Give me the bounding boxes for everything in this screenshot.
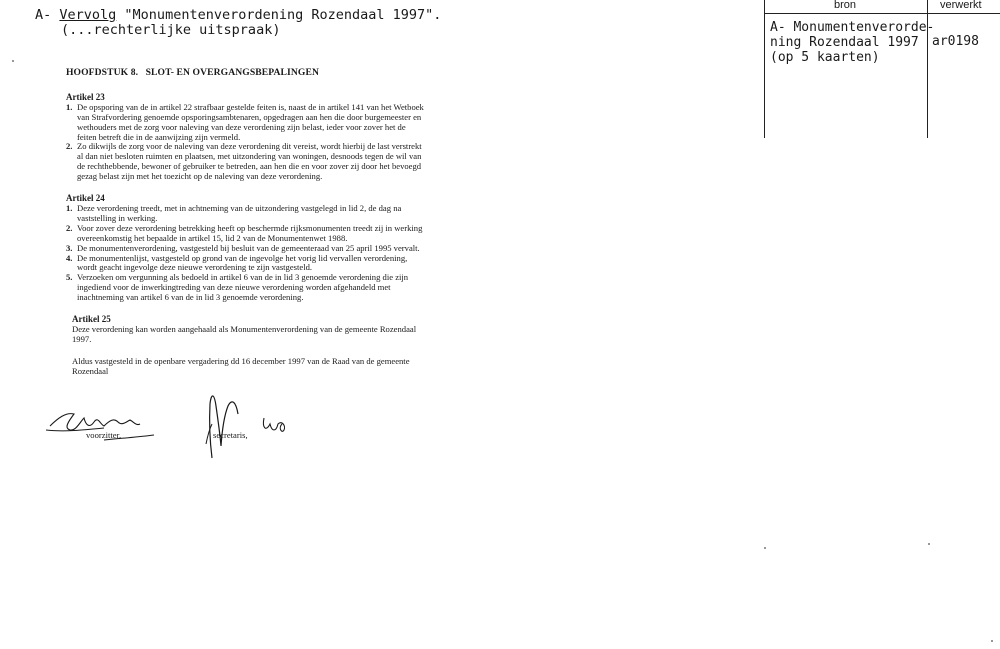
scan-speck <box>928 543 930 545</box>
article-title: Artikel 23 <box>66 91 105 102</box>
paragraph-text: De monumentenverordening, vastgesteld bij besluit van de gemeenteraad van 25 april 1995 vervalt. <box>77 242 420 253</box>
secretary-label: secretaris, <box>213 430 248 440</box>
article-paragraph <box>66 103 426 143</box>
paragraph-number: 4. <box>66 252 73 263</box>
paragraph-text: Zo dikwijls de zorg voor de naleving van deze verordening dit vereist, wordt hierbij de last verstrekt al dan niet besloten ruimten en plaatsen, met uitzondering van woningen, desnoods tegen de wil van de rechthebbende, bewoner of gebruiker te betreden, aan hen die en voor zover zij door het bevoegd gezag belast zijn met het toezicht op de naleving van deze verordening. <box>77 141 422 182</box>
header-subtitle: (...rechterlijke uitspraak) <box>61 22 281 38</box>
header-title-line <box>35 8 441 23</box>
paragraph-number: 2. <box>66 222 73 233</box>
article-paragraph <box>66 204 426 224</box>
paragraph-text: Verzoeken om vergunning als bedoeld in artikel 6 van de in lid 3 genoemde verordening die zijn ingediend voor de inwerkingtreding van deze nieuwe verordening worden afgehandeld met inachtneming van artikel 6 van de in lid 3 genoemde verordening. <box>77 272 409 303</box>
card-header-rule <box>764 13 1000 14</box>
article-paragraph <box>66 142 426 182</box>
paragraph-text: Voor zover deze verordening betrekking heeft op beschermde rijksmonumenten treedt zij in werking overeenkomstig het bepaalde in artikel 15, lid 2 van de Monumentenwet 1988. <box>77 222 423 243</box>
card-source-text <box>770 20 934 65</box>
chapter-heading: HOOFDSTUK 8. SLOT- EN OVERGANGSBEPALINGEN <box>66 67 319 78</box>
article-title: Artikel 25 <box>72 314 111 325</box>
header-prefix: A- <box>35 7 60 23</box>
article-paragraph <box>66 273 426 303</box>
paragraph-number: 2. <box>66 141 73 152</box>
paragraph-number: 5. <box>66 272 73 283</box>
paragraph-number: 1. <box>66 202 73 213</box>
paragraph-number: 1. <box>66 101 73 112</box>
article-23 <box>66 93 426 182</box>
card-header-processed: verwerkt <box>940 0 982 11</box>
typed-header <box>35 8 441 38</box>
header-title: "Monumentenverordening Rozendaal 1997". <box>116 7 442 23</box>
article-paragraph <box>66 224 426 244</box>
paragraph-number: 3. <box>66 242 73 253</box>
secretary-signature <box>198 384 298 462</box>
paragraph-text: Deze verordening treedt, met in achtneming van de uitzondering vastgelegd in lid 2, de dag na vaststelling in werking. <box>77 202 402 223</box>
chair-label: voorzitter, <box>86 430 122 440</box>
card-source-line: ning Rozendaal 1997 <box>770 35 919 50</box>
card-source-line: (op 5 kaarten) <box>770 50 880 65</box>
scan-speck <box>991 640 993 642</box>
scan-speck <box>764 547 766 549</box>
article-paragraph <box>66 254 426 274</box>
scan-speck <box>12 60 14 62</box>
card-source-line: A- Monumentenverorde- <box>770 20 935 35</box>
header-vervolg: Vervolg <box>59 7 117 23</box>
card-archive-code: ar0198 <box>932 34 979 49</box>
document-body <box>66 68 426 377</box>
article-24 <box>66 194 426 303</box>
index-card-table <box>764 0 1000 138</box>
card-left-border <box>764 0 765 138</box>
paragraph-text: De monumentenlijst, vastgesteld op grond van de ingevolge het vorig lid vervallen verordening, wordt geacht ingevolge deze nieuwe verordening te zijn vastgesteld. <box>77 252 408 273</box>
card-header-source: bron <box>834 0 857 11</box>
article-25 <box>66 315 426 345</box>
article-title: Artikel 24 <box>66 193 105 204</box>
paragraph-text: De opsporing van de in artikel 22 strafbaar gestelde feiten is, naast de in artikel 141 van het Wetboek van Strafvordering genoemde opsporingsambtenaren, opgedragen aan hen die door burgemeester en wethouders met de zorg voor naleving van deze verordening zijn belast, ieder voor zover het de feiten betreft die in de aanwijzing zijn vermeld. <box>77 101 424 142</box>
closing-statement: Aldus vastgesteld in de openbare vergadering dd 16 december 1997 van de Raad van de gemeente Rozendaal <box>72 355 410 376</box>
article-text: Deze verordening kan worden aangehaald als Monumentenverordening van de gemeente Rozendaal 1997. <box>72 323 417 344</box>
